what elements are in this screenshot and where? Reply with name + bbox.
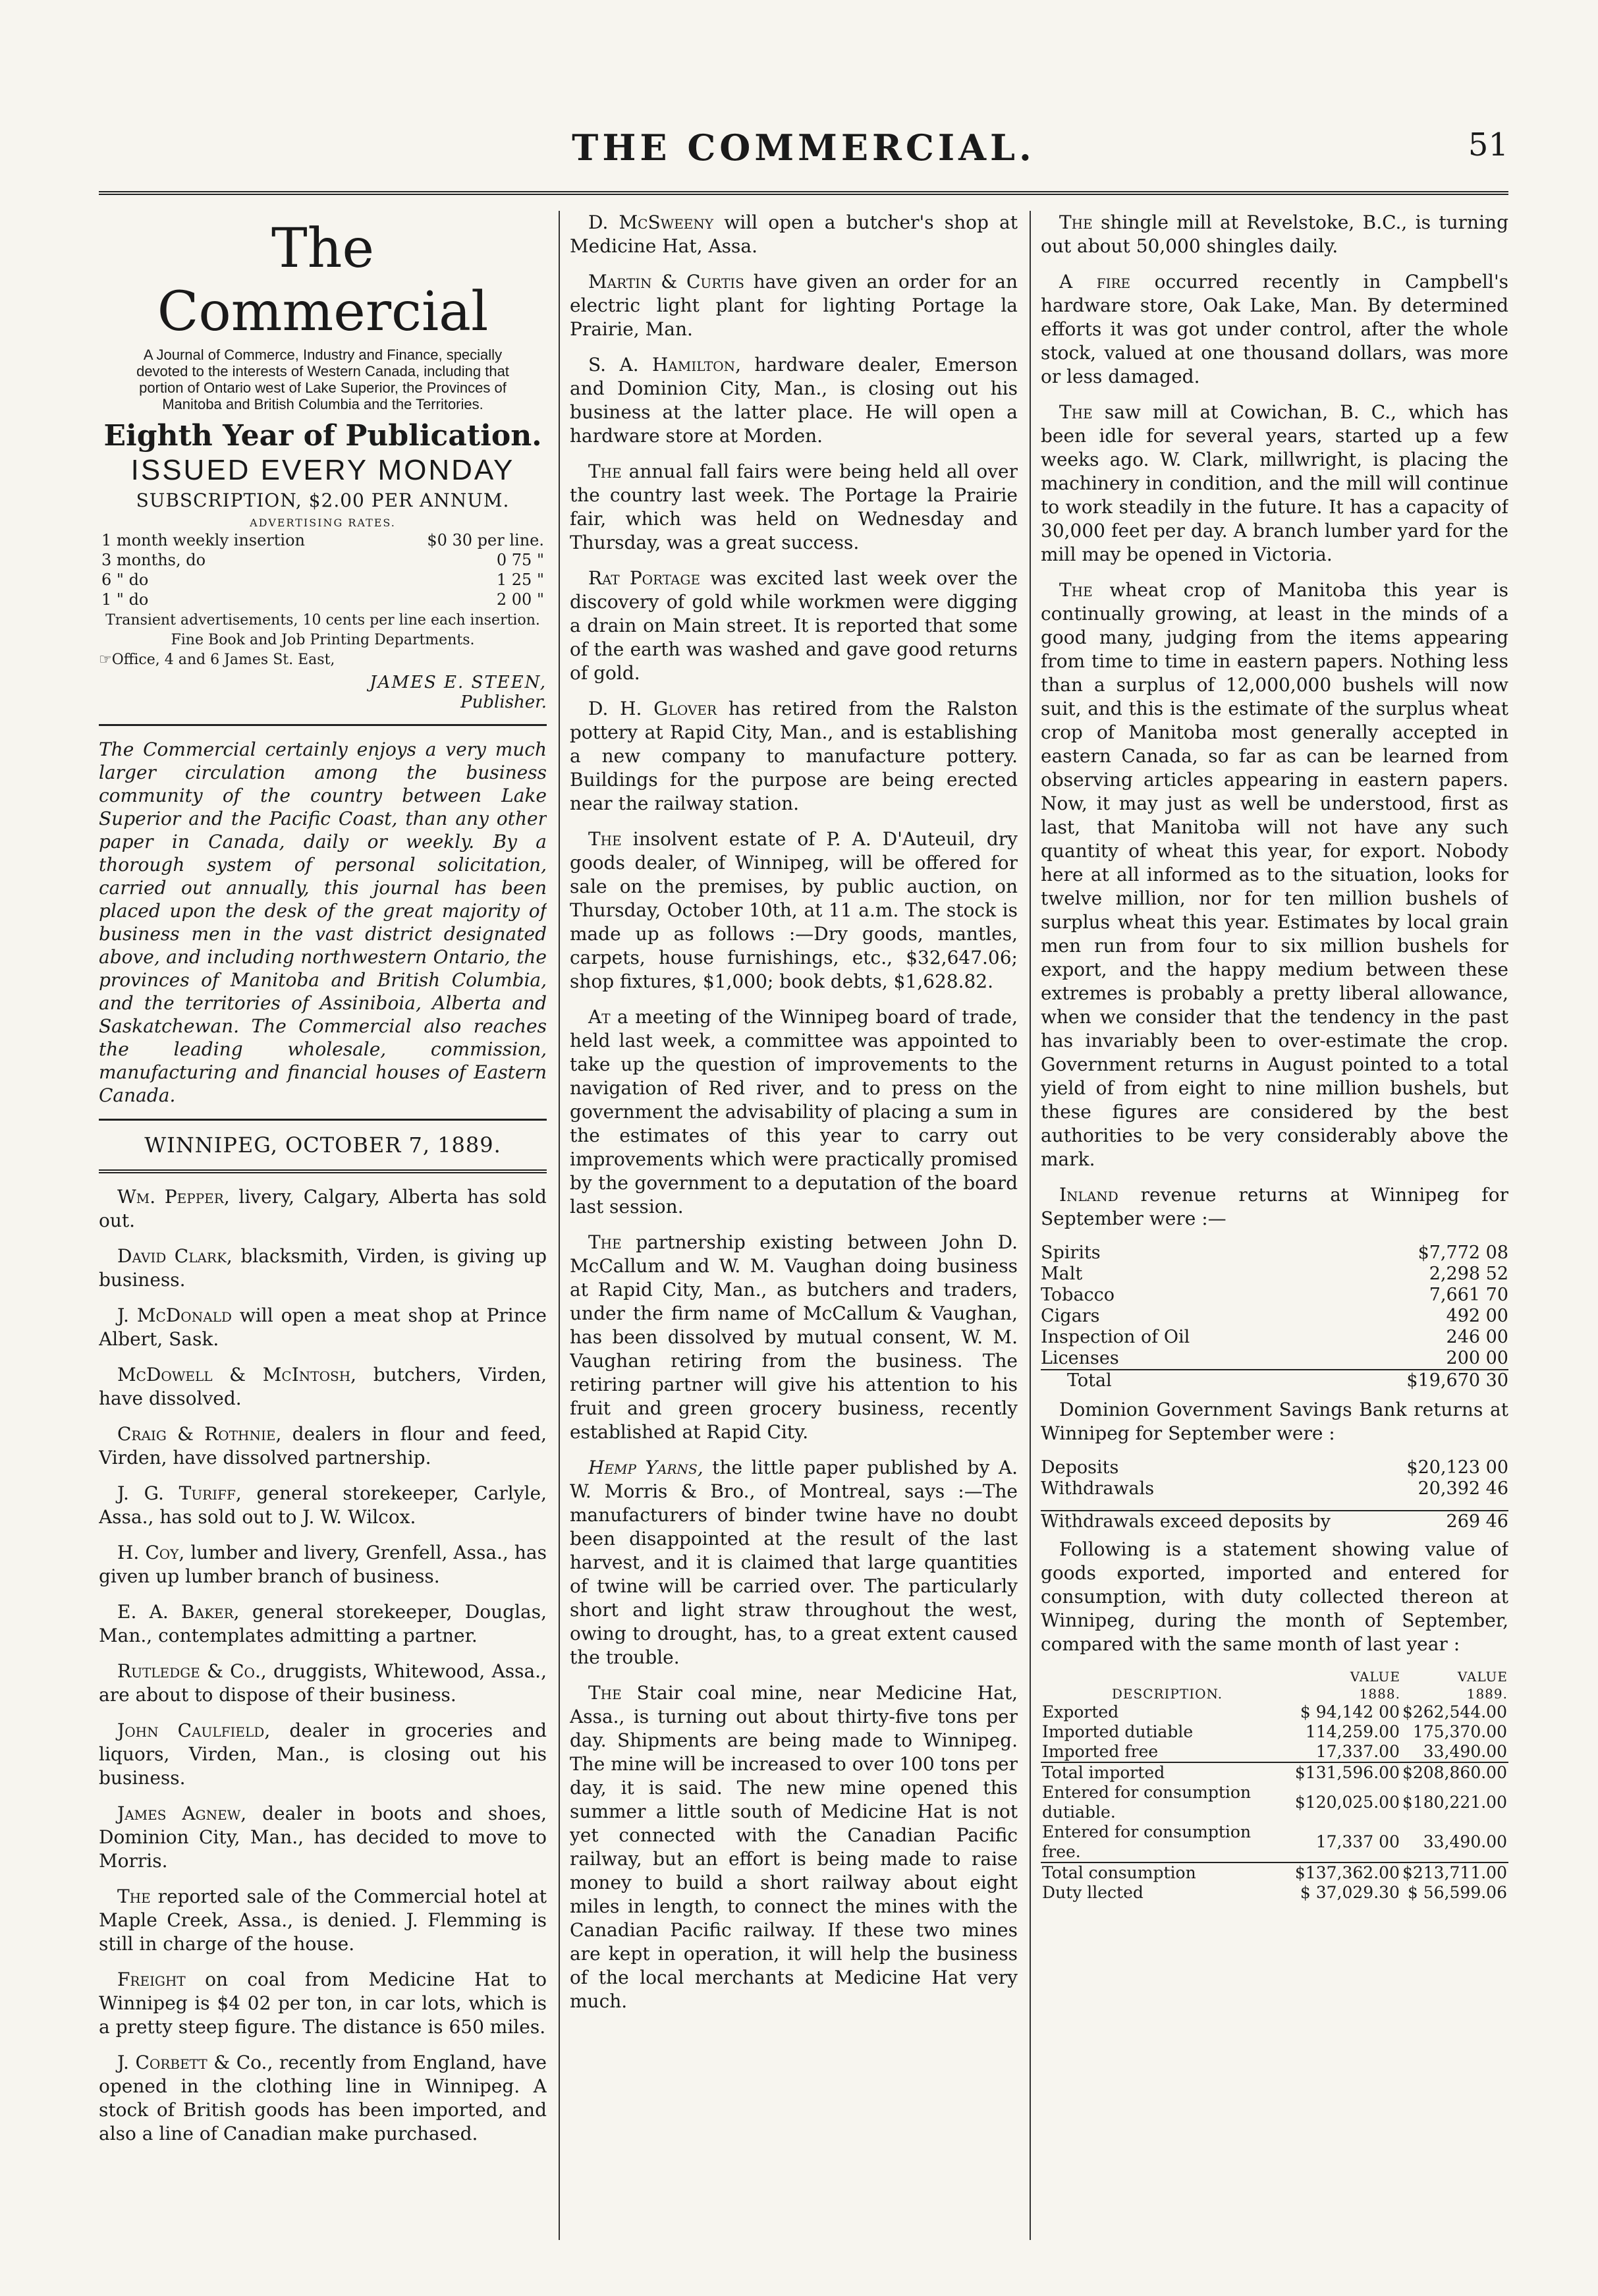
table-row (1041, 1243, 1508, 1264)
exceed-label: Withdrawals exceed deposits by (1041, 1511, 1331, 1532)
total-value: $19,670 30 (1406, 1370, 1508, 1391)
total-label: Total (1067, 1370, 1112, 1391)
news-item (99, 1600, 547, 1648)
news-item (570, 1681, 1018, 2013)
news-item (570, 1456, 1018, 1669)
table-row (1041, 1306, 1508, 1327)
news-item (1041, 270, 1508, 389)
table-row (1041, 1478, 1508, 1499)
table-row (1041, 1742, 1508, 1762)
exports-intro: Following is a statement showing value of goods exported, imported and entered for consumption, with duty collected thereon at Winnipeg, during the month of September, compared with the same month of last year : (1041, 1538, 1508, 1655)
row-label: Malt (1041, 1264, 1083, 1284)
advertising-heading: ADVERTISING RATES. (250, 517, 396, 529)
item-lead: D. H. Glover (588, 698, 717, 719)
news-item (570, 567, 1018, 685)
office-text: Office, 4 and 6 James St. East, (111, 652, 335, 668)
item-text: reported sale of the Commercial hotel at Maple Creek, Assa., is denied. J. Flemming is still in charge of the house. (99, 1886, 547, 1955)
news-item (99, 1660, 547, 1707)
dateline: WINNIPEG, OCTOBER 7, 1889. (144, 1133, 501, 1158)
publisher-name: JAMES E. STEEN, (370, 673, 547, 692)
news-item (570, 270, 1018, 341)
row-label: Imported free (1042, 1742, 1159, 1761)
rate-period: 1 month weekly insertion (101, 531, 305, 549)
table-row (1041, 1862, 1508, 1883)
item-text: occurred recently in Campbell's hardware store, Oak Lake, Man. By determined efforts it was got under control, after the whole stock, valued at one thousand dollars, was more or less damaged. (1041, 271, 1508, 387)
item-text: Stair coal mine, near Medicine Hat, Assa., is turning out about thirty-five tons per day. Shipments are being made to Winnipeg. The mine will be increased to over 100 tons per day, it is said. The new mine opened this summer a little south of Medicine Hat is not yet connected with the Canadian Pacific railway, but an effort is being made to raise money to build a short railway about eight miles in length, to connect the mines with the Canadian Pacific railway. If these two mines are kept in operation, it will help the business of the local merchants at Medicine Hat very much. (570, 1682, 1018, 2012)
news-item (570, 353, 1018, 448)
inland-revenue-intro (1041, 1183, 1508, 1231)
column-2 (570, 211, 1018, 2240)
row-label: Exported (1042, 1702, 1119, 1722)
row-value: $213,711.00 (1402, 1863, 1507, 1882)
row-label: Withdrawals (1041, 1478, 1155, 1499)
news-item (99, 1541, 547, 1588)
item-text: partnership existing between John D. McCallum and W. M. Vaughan doing business at Rapid City, Man., as butchers and traders, under the firm name of McCallum & Vaughan, has been dissolved by mutual consent, W. M. Vaughan retiring from the business. The retiring partner will give his attention to his fruit and green grocery business, recently established at Rapid City. (570, 1231, 1018, 1443)
exceed-value: 269 46 (1446, 1511, 1508, 1532)
row-label: Duty llected (1042, 1883, 1143, 1902)
masthead-description: A Journal of Commerce, Industry and Finance, specially devoted to the interests of Western Canada, including that portion of Ontario west of Lake Superior, the Provinces of Manitoba and British Columbia and the Territories. (136, 347, 509, 412)
savings-intro: Dominion Government Savings Bank returns at Winnipeg for September were : (1041, 1399, 1508, 1444)
row-label: Entered for consumption dutiable. (1042, 1783, 1252, 1822)
rate-price: $0 30 per line. (427, 531, 544, 549)
table-row (1041, 1457, 1508, 1478)
table-row (99, 570, 547, 590)
item-lead: John Caulfield, (117, 1720, 271, 1741)
row-label: Spirits (1041, 1243, 1101, 1263)
news-item (1041, 211, 1508, 258)
rate-period: 6 " do (101, 571, 149, 589)
column-1 (99, 211, 547, 2240)
row-label: Tobacco (1041, 1285, 1115, 1305)
item-text: wheat crop of Manitoba this year is continually growing, at least in the minds of a good many, judging from the items appearing from time to time in eastern papers. Nothing less than a surplus of 12,000,000 bushels will now suit, and this is the estimate of the surplus wheat crop of Manitoba most generally accepted in eastern Canada, so far as can be learned from observing articles appearing in eastern papers. Now, it may just as well be understood, first as last, that Manitoba will not have any such quantity of wheat this year, for export. Nobody here at all informed as to the situation, looks for twelve million, nor for ten million bushels of surplus wheat this year. Estimates by local grain men run from four to six million bushels for export, and the happy medium between these extremes is probably a pretty liberal allowance, when we consider that the tendency in the past has invariably been to over-estimate the crop. Government returns in August pointed to a total yield of from eight to nine million bushels, but these figures are considered by the best authorities to be very considerably above the mark. (1041, 579, 1508, 1170)
column-header: 1889. (1466, 1686, 1508, 1702)
item-text: lumber and livery, Grenfell, Assa., has given up lumber branch of business. (99, 1542, 547, 1587)
table-row (1041, 1822, 1508, 1862)
item-lead: The (588, 1682, 622, 1704)
item-text: annual fall fairs were being held all over the country last week. The Portage la Prairie fair, which was held on Wednesday and Thursday, was a great success. (570, 461, 1018, 553)
circulation-note: The Commercial certainly enjoys a very much larger circulation among the business community of the country between Lake Superior and the Pacific Coast, than any other paper in Canada, daily or weekly. By a thorough system of personal solicitation, carried out annually, this journal has been placed upon the desk of the great majority of business men in the vast district designated above, and including northwestern Ontario, the provinces of Manitoba and British Columbia, and the territories of Assiniboia, Alberta and Saskatchewan. The Commercial also reaches the leading wholesale, commission, manufacturing and financial houses of Eastern Canada. (99, 739, 547, 1106)
row-value: $262,544.00 (1402, 1702, 1507, 1722)
row-label: Entered for consumption free. (1042, 1822, 1252, 1861)
item-lead: At (588, 1006, 611, 1028)
row-value: $20,123 00 (1406, 1457, 1508, 1478)
table-row (1041, 1702, 1508, 1722)
item-lead: Rutledge & Co., (117, 1660, 267, 1682)
news-item (99, 1422, 547, 1470)
news-item (99, 1185, 547, 1233)
publisher-label: Publisher. (460, 692, 547, 712)
rate-period: 3 months, do (101, 551, 206, 569)
row-label: Inspection of Oil (1041, 1327, 1190, 1347)
row-label: Cigars (1041, 1306, 1100, 1326)
table-row (1041, 1370, 1508, 1391)
column-rule (559, 211, 560, 2240)
row-value: 33,490.00 (1423, 1742, 1507, 1761)
row-value: $7,772 08 (1418, 1243, 1508, 1263)
item-text: dealer in groceries and liquors, Virden, Man., is closing out his business. (99, 1720, 547, 1789)
columns (99, 211, 1508, 2240)
item-text: has retired from the Ralston pottery at Rapid City, Man., and is establishing a new company to manufacture pottery. Buildings for the purpose are being erected near the railway station. (570, 698, 1018, 814)
column-1-news (99, 1185, 547, 2146)
table-row (1041, 1511, 1508, 1532)
savings-exceed (1041, 1510, 1508, 1532)
item-lead: Inland (1059, 1184, 1118, 1206)
running-header (99, 119, 1508, 195)
item-text: a meeting of the Winnipeg board of trade, held last week, a committee was appointed to take up the question of improvements to the navigation of Red river, and to press on the government the advisability of placing a sum in the estimates of this year to carry out improvements which were practically promised by the government to a deputation of the board last session. (570, 1006, 1018, 1218)
item-text: livery, Calgary, Alberta has sold out. (99, 1186, 547, 1231)
item-lead: J. McDonald (117, 1304, 232, 1326)
rate-price: 0 75 " (496, 551, 544, 569)
row-value: $ 37,029.30 (1300, 1883, 1400, 1902)
column-header: VALUE (1350, 1669, 1400, 1685)
item-lead: Martin & Curtis (588, 271, 744, 293)
item-lead: H. Coy, (117, 1542, 185, 1563)
news-item (99, 1885, 547, 1956)
row-value: 2,298 52 (1429, 1264, 1508, 1284)
item-lead: Rat Portage (588, 567, 701, 589)
row-value: 17,337.00 (1315, 1742, 1400, 1761)
table-row (1041, 1722, 1508, 1742)
news-item (570, 697, 1018, 816)
item-lead: J. Corbett (117, 2052, 207, 2073)
row-value: $120,025.00 (1294, 1793, 1400, 1812)
row-value: 17,337 00 (1315, 1832, 1400, 1851)
table-row (1041, 1264, 1508, 1285)
row-label: Total imported (1042, 1763, 1165, 1782)
row-label: Total consumption (1042, 1863, 1196, 1882)
item-text: have given an order for an electric light plant for lighting Portage la Prairie, Man. (570, 271, 1018, 340)
transient-note: Transient advertisements, 10 cents per line each insertion. (105, 612, 540, 629)
item-lead: Freight (117, 1969, 186, 1990)
publication-year: Eighth Year of Publication. (103, 419, 542, 453)
item-text: the little paper published by A. W. Morris & Bro., of Montreal, says :—The manufacturers of binder twine have no doubt been disappointed at the result of the last harvest, and it is claimed that large quantities of twine will be carried over. The particularly short and light straw throughout the west, owing to drought, has, to a great extent caused the trouble. (570, 1457, 1018, 1668)
divider (99, 1119, 547, 1121)
table-row (99, 590, 547, 609)
news-item (570, 1005, 1018, 1219)
exports-table (1041, 1668, 1508, 1903)
item-text: on coal from Medicine Hat to Winnipeg is $4 02 per ton, in car lots, which is a pretty steep figure. The distance is 650 miles. (99, 1969, 547, 2038)
news-item (99, 1245, 547, 1292)
news-item (570, 1231, 1018, 1444)
row-value: 7,661 70 (1429, 1285, 1508, 1305)
news-item (99, 1719, 547, 1790)
table-row (1041, 1783, 1508, 1822)
masthead-title: The Commercial (157, 217, 489, 343)
pointing-hand-icon: ☞ (99, 652, 112, 668)
news-item (1041, 401, 1508, 567)
news-item (99, 1304, 547, 1351)
item-text: revenue returns at Winnipeg for September were :— (1041, 1184, 1508, 1229)
item-lead: J. G. Turiff, (117, 1482, 242, 1504)
news-item (1041, 578, 1508, 1171)
item-lead: Hemp Yarns, (588, 1457, 703, 1478)
item-lead: E. A. Baker, (117, 1601, 240, 1623)
column-header: DESCRIPTION. (1111, 1686, 1223, 1702)
item-text: butchers, Virden, have dissolved. (99, 1364, 547, 1409)
issued-line: ISSUED EVERY MONDAY (130, 454, 515, 486)
office-address (99, 652, 547, 669)
item-lead: The (1059, 211, 1093, 233)
row-value: 20,392 46 (1418, 1478, 1508, 1499)
row-value: $ 94,142 00 (1300, 1702, 1400, 1722)
savings-table (1041, 1457, 1508, 1499)
column-2-news (570, 211, 1018, 2013)
divider (99, 724, 547, 726)
table-row (1041, 1762, 1508, 1783)
table-row (99, 550, 547, 570)
row-label: Imported dutiable (1042, 1722, 1194, 1741)
rate-period: 1 " do (101, 590, 149, 609)
column-header: 1888. (1359, 1686, 1400, 1702)
news-item (570, 460, 1018, 555)
rate-price: 1 25 " (496, 571, 544, 589)
item-text: blacksmith, Virden, is giving up business. (99, 1245, 547, 1291)
news-item (99, 1363, 547, 1411)
item-lead: The (1059, 401, 1093, 423)
table-row (1041, 1285, 1508, 1306)
item-text: was excited last week over the discovery of gold while workmen were digging a drain on Main street. It is reported that some of the earth was washed and gave good returns of gold. (570, 567, 1018, 684)
item-text: will open a meat shop at Prince Albert, Sask. (99, 1304, 547, 1350)
news-item (570, 827, 1018, 994)
row-value: 114,259.00 (1305, 1722, 1400, 1741)
row-value: 492 00 (1446, 1306, 1508, 1326)
item-text: & Co., recently from England, have opened in the clothing line in Winnipeg. A stock of British goods has been imported, and also a line of Canadian make purchased. (99, 2052, 547, 2144)
news-item (99, 1482, 547, 1529)
item-lead: James Agnew, (117, 1803, 247, 1824)
item-lead: D. McSweeny (588, 211, 714, 233)
row-value: 246 00 (1446, 1327, 1508, 1347)
news-item (99, 2051, 547, 2146)
item-text: will open a butcher's shop at Medicine Hat, Assa. (570, 211, 1018, 257)
page-number: 51 (1468, 126, 1508, 163)
table-row (1041, 1668, 1508, 1685)
column-3 (1041, 211, 1508, 2240)
row-value: $131,596.00 (1294, 1763, 1400, 1782)
row-value: 200 00 (1446, 1348, 1508, 1368)
newspaper-page (99, 119, 1508, 2247)
news-item (570, 211, 1018, 258)
item-text: shingle mill at Revelstoke, B.C., is turning out about 50,000 shingles daily. (1041, 211, 1508, 257)
news-item (99, 1968, 547, 2039)
item-text: saw mill at Cowichan, B. C., which has been idle for several years, started up a few weeks ago. W. Clark, millwright, is placing the machinery in condition, and the mill will continue to work steadily in the future. It has a capacity of 30,000 feet per day. A branch lumber yard for the mill may be opened in Victoria. (1041, 401, 1508, 565)
table-row (1041, 1685, 1508, 1702)
table-row (99, 530, 547, 550)
running-title: THE COMMERCIAL. (572, 126, 1035, 169)
row-value: $ 56,599.06 (1407, 1883, 1507, 1902)
table-row (1041, 1883, 1508, 1903)
row-label: Deposits (1041, 1457, 1119, 1478)
subscription-line: SUBSCRIPTION, $2.00 PER ANNUM. (136, 490, 510, 511)
item-text: dealers in flour and feed, Virden, have dissolved partnership. (99, 1423, 547, 1469)
item-lead: Wm. Pepper, (117, 1186, 230, 1208)
item-lead: S. A. Hamilton, (588, 354, 742, 376)
row-value: $208,860.00 (1402, 1763, 1507, 1782)
column-rule (1030, 211, 1031, 2240)
table-row (1041, 1348, 1508, 1370)
table-row (1041, 1327, 1508, 1348)
item-text: general storekeeper, Douglas, Man., contemplates admitting a partner. (99, 1601, 547, 1646)
row-value: $137,362.00 (1294, 1863, 1400, 1882)
item-text: insolvent estate of P. A. D'Auteuil, dry goods dealer, of Winnipeg, will be offered for sale on the premises, by public auction, on Thursday, October 10th, at 11 a.m. The stock is made up as follows :—Dry goods, mantles, carpets, house furnishings, etc., $32,647.06; shop fixtures, $1,000; book debts, $1,628.82. (570, 828, 1018, 992)
inland-revenue-table (1041, 1243, 1508, 1391)
printing-note: Fine Book and Job Printing Departments. (171, 632, 475, 648)
item-lead: A fire (1059, 271, 1131, 293)
item-lead: The (1059, 579, 1093, 601)
item-text: general storekeeper, Carlyle, Assa., has sold out to J. W. Wilcox. (99, 1482, 547, 1528)
item-lead: David Clark, (117, 1245, 233, 1267)
news-item (99, 1802, 547, 1873)
row-value: 175,370.00 (1412, 1722, 1507, 1741)
rates-table (99, 530, 547, 609)
row-label: Licenses (1041, 1348, 1119, 1368)
item-text: druggists, Whitewood, Assa., are about to dispose of their business. (99, 1660, 547, 1706)
divider (99, 1169, 547, 1173)
column-3-news (1041, 211, 1508, 1171)
item-lead: Craig & Rothnie, (117, 1423, 282, 1445)
column-header: VALUE (1457, 1669, 1508, 1685)
item-lead: McDowell & McIntosh, (117, 1364, 357, 1386)
row-value: $180,221.00 (1402, 1793, 1507, 1812)
item-lead: The (588, 828, 622, 850)
row-value: 33,490.00 (1423, 1832, 1507, 1851)
item-text: dealer in boots and shoes, Dominion City, Man., has decided to move to Morris. (99, 1803, 547, 1872)
item-lead: The (588, 1231, 622, 1253)
rate-price: 2 00 " (496, 590, 544, 609)
item-lead: The (117, 1886, 151, 1907)
item-text: hardware dealer, Emerson and Dominion City, Man., is closing out his business at the latter place. He will open a hardware store at Morden. (570, 354, 1018, 447)
item-lead: The (588, 461, 622, 482)
